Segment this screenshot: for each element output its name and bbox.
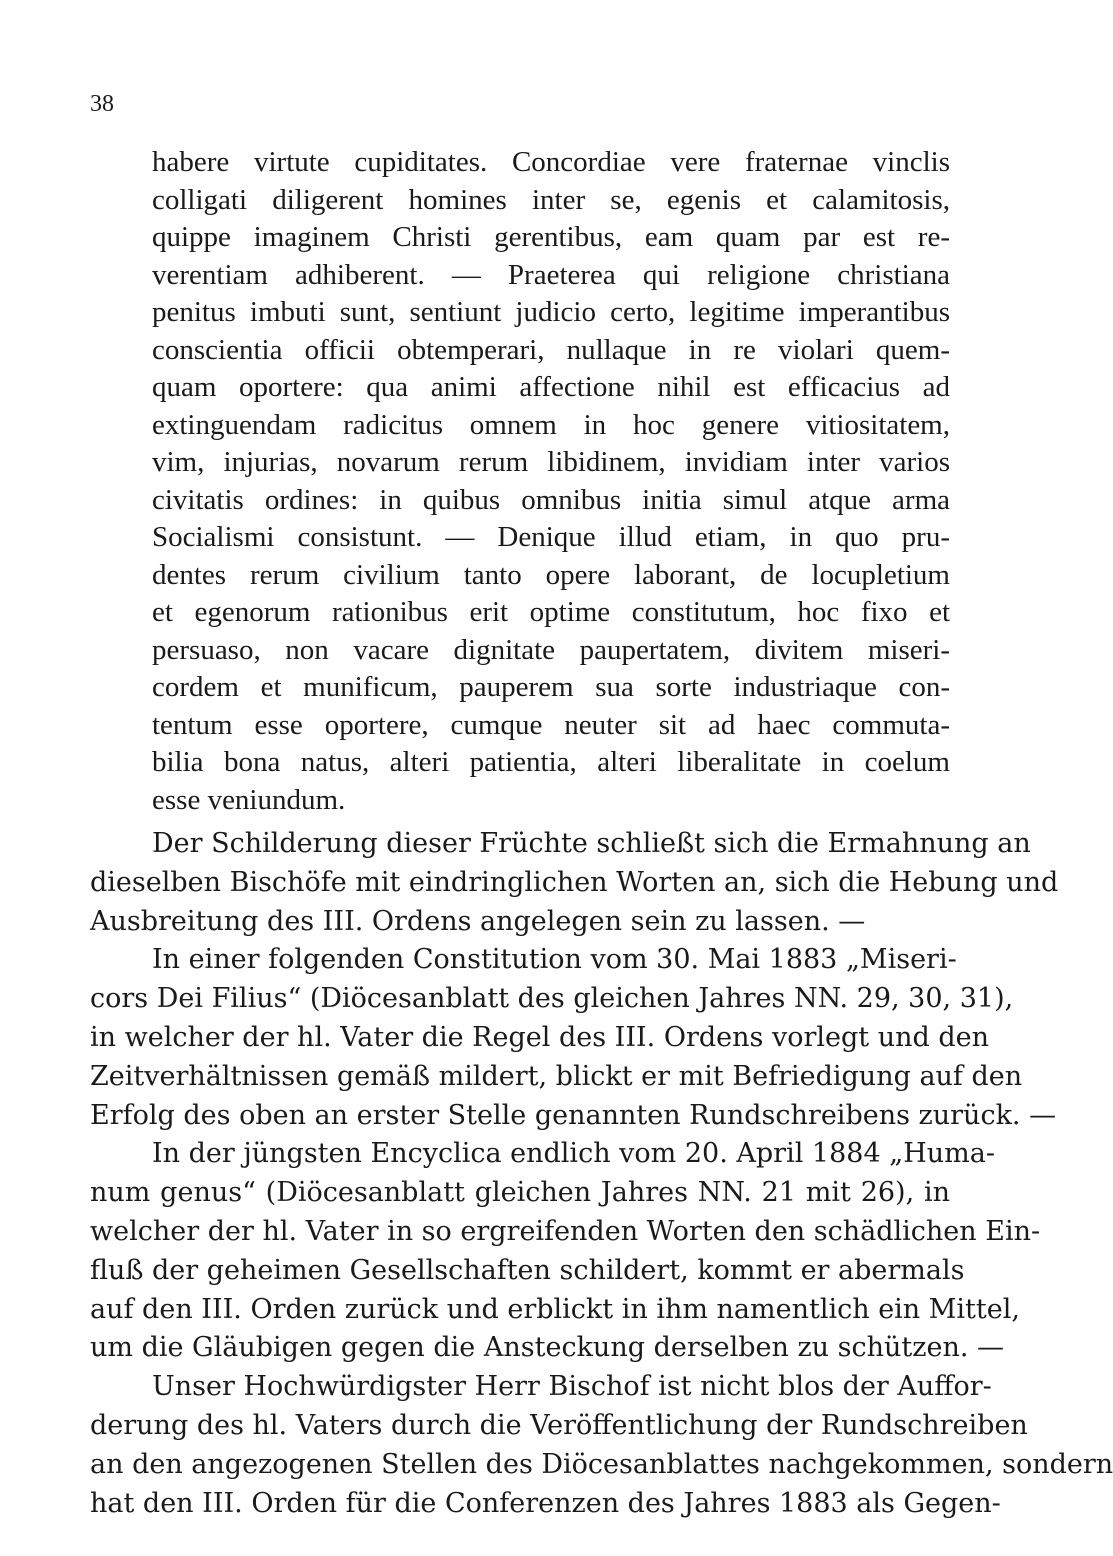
text-line: colligati diligerent homines inter se, egenis et calamitosis, — [152, 183, 950, 216]
text-line: conscientia officii obtemperari, nullaque in re violari quem- — [152, 333, 950, 366]
text-line: welcher der hl. Vater in so ergreifenden Worten den schädlichen Ein- — [90, 1215, 1041, 1247]
text-line: et egenorum rationibus erit optime constitutum, hoc fixo et — [152, 596, 950, 628]
text-line: cors Dei Filius“ (Diöcesanblatt des gleichen Jahres NN. 29, 30, 31), — [90, 983, 1014, 1015]
latin-quotation — [152, 144, 950, 819]
text-line: In einer folgenden Constitution vom 30. Mai 1883 „Miseri- — [152, 944, 957, 976]
text-line: vim, injurias, novarum rerum libidinem, invidiam inter varios — [152, 446, 950, 478]
text-line: extinguendam radicitus omnem in hoc genere vitiositatem, — [152, 408, 950, 441]
text-line: dieselben Bischöfe mit eindringlichen Worten an, sich die Hebung und — [90, 866, 1059, 898]
text-line: an den angezogenen Stellen des Diöcesanblattes nachgekommen, sondern — [90, 1448, 1113, 1480]
text-line: civitatis ordines: in quibus omnibus initia simul atque arma — [152, 483, 950, 516]
text-line: fluß der geheimen Gesellschaften schildert, kommt er abermals — [90, 1254, 965, 1286]
text-line: Ausbreitung des III. Ordens angelegen sein zu lassen. — — [90, 905, 866, 937]
text-line: auf den III. Orden zurück und erblickt in ihm namentlich ein Mittel, — [90, 1293, 1020, 1325]
text-line: um die Gläubigen gegen die Ansteckung derselben zu schützen. — — [90, 1332, 1005, 1364]
page-number: 38 — [90, 91, 114, 117]
text-line: quippe imaginem Christi gerentibus, eam quam par est re- — [152, 221, 950, 253]
text-line: bilia bona natus, alteri patientia, alteri liberalitate in coelum — [152, 746, 950, 778]
text-line: Der Schilderung dieser Früchte schließt sich die Ermahnung an — [152, 828, 1031, 859]
text-line: verentiam adhiberent. — Praeterea qui religione christiana — [152, 258, 950, 291]
text-line: Socialismi consistunt. — Denique illud etiam, in quo pru- — [152, 521, 950, 553]
text-line: persuaso, non vacare dignitate paupertatem, divitem miseri- — [152, 633, 950, 666]
text-line: penitus imbuti sunt, sentiunt judicio certo, legitime imperantibus — [152, 296, 950, 328]
text-line: num genus“ (Diöcesanblatt gleichen Jahres NN. 21 mit 26), in — [90, 1177, 950, 1209]
text-line: quam oportere: qua animi affectione nihil est efficacius ad — [152, 371, 950, 403]
text-line: In der jüngsten Encyclica endlich vom 20. April 1884 „Huma- — [152, 1138, 995, 1170]
text-line: in welcher der hl. Vater die Regel des III. Ordens vorlegt und den — [90, 1021, 989, 1053]
text-line: habere virtute cupiditates. Concordiae vere fraternae vinclis — [152, 146, 950, 178]
text-line: derung des hl. Vaters durch die Veröffentlichung der Rundschreiben — [90, 1409, 1028, 1441]
text-line: Zeitverhältnissen gemäß mildert, blickt er mit Befriedigung auf den — [90, 1060, 1023, 1092]
text-line: dentes rerum civilium tanto opere laborant, de locupletium — [152, 558, 950, 591]
text-line: Erfolg des oben an erster Stelle genannten Rundschreibens zurück. — — [90, 1099, 1057, 1131]
text-line: esse veniundum. — [152, 783, 346, 816]
text-line: tentum esse oportere, cumque neuter sit ad haec commuta- — [152, 708, 950, 741]
text-line: hat den III. Orden für die Conferenzen des Jahres 1883 als Gegen- — [90, 1487, 1001, 1519]
german-body-text — [90, 825, 1113, 1523]
text-line: Unser Hochwürdigster Herr Bischof ist nicht blos der Auffor- — [152, 1371, 992, 1403]
text-line: cordem et munificum, pauperem sua sorte industriaque con- — [152, 671, 950, 703]
